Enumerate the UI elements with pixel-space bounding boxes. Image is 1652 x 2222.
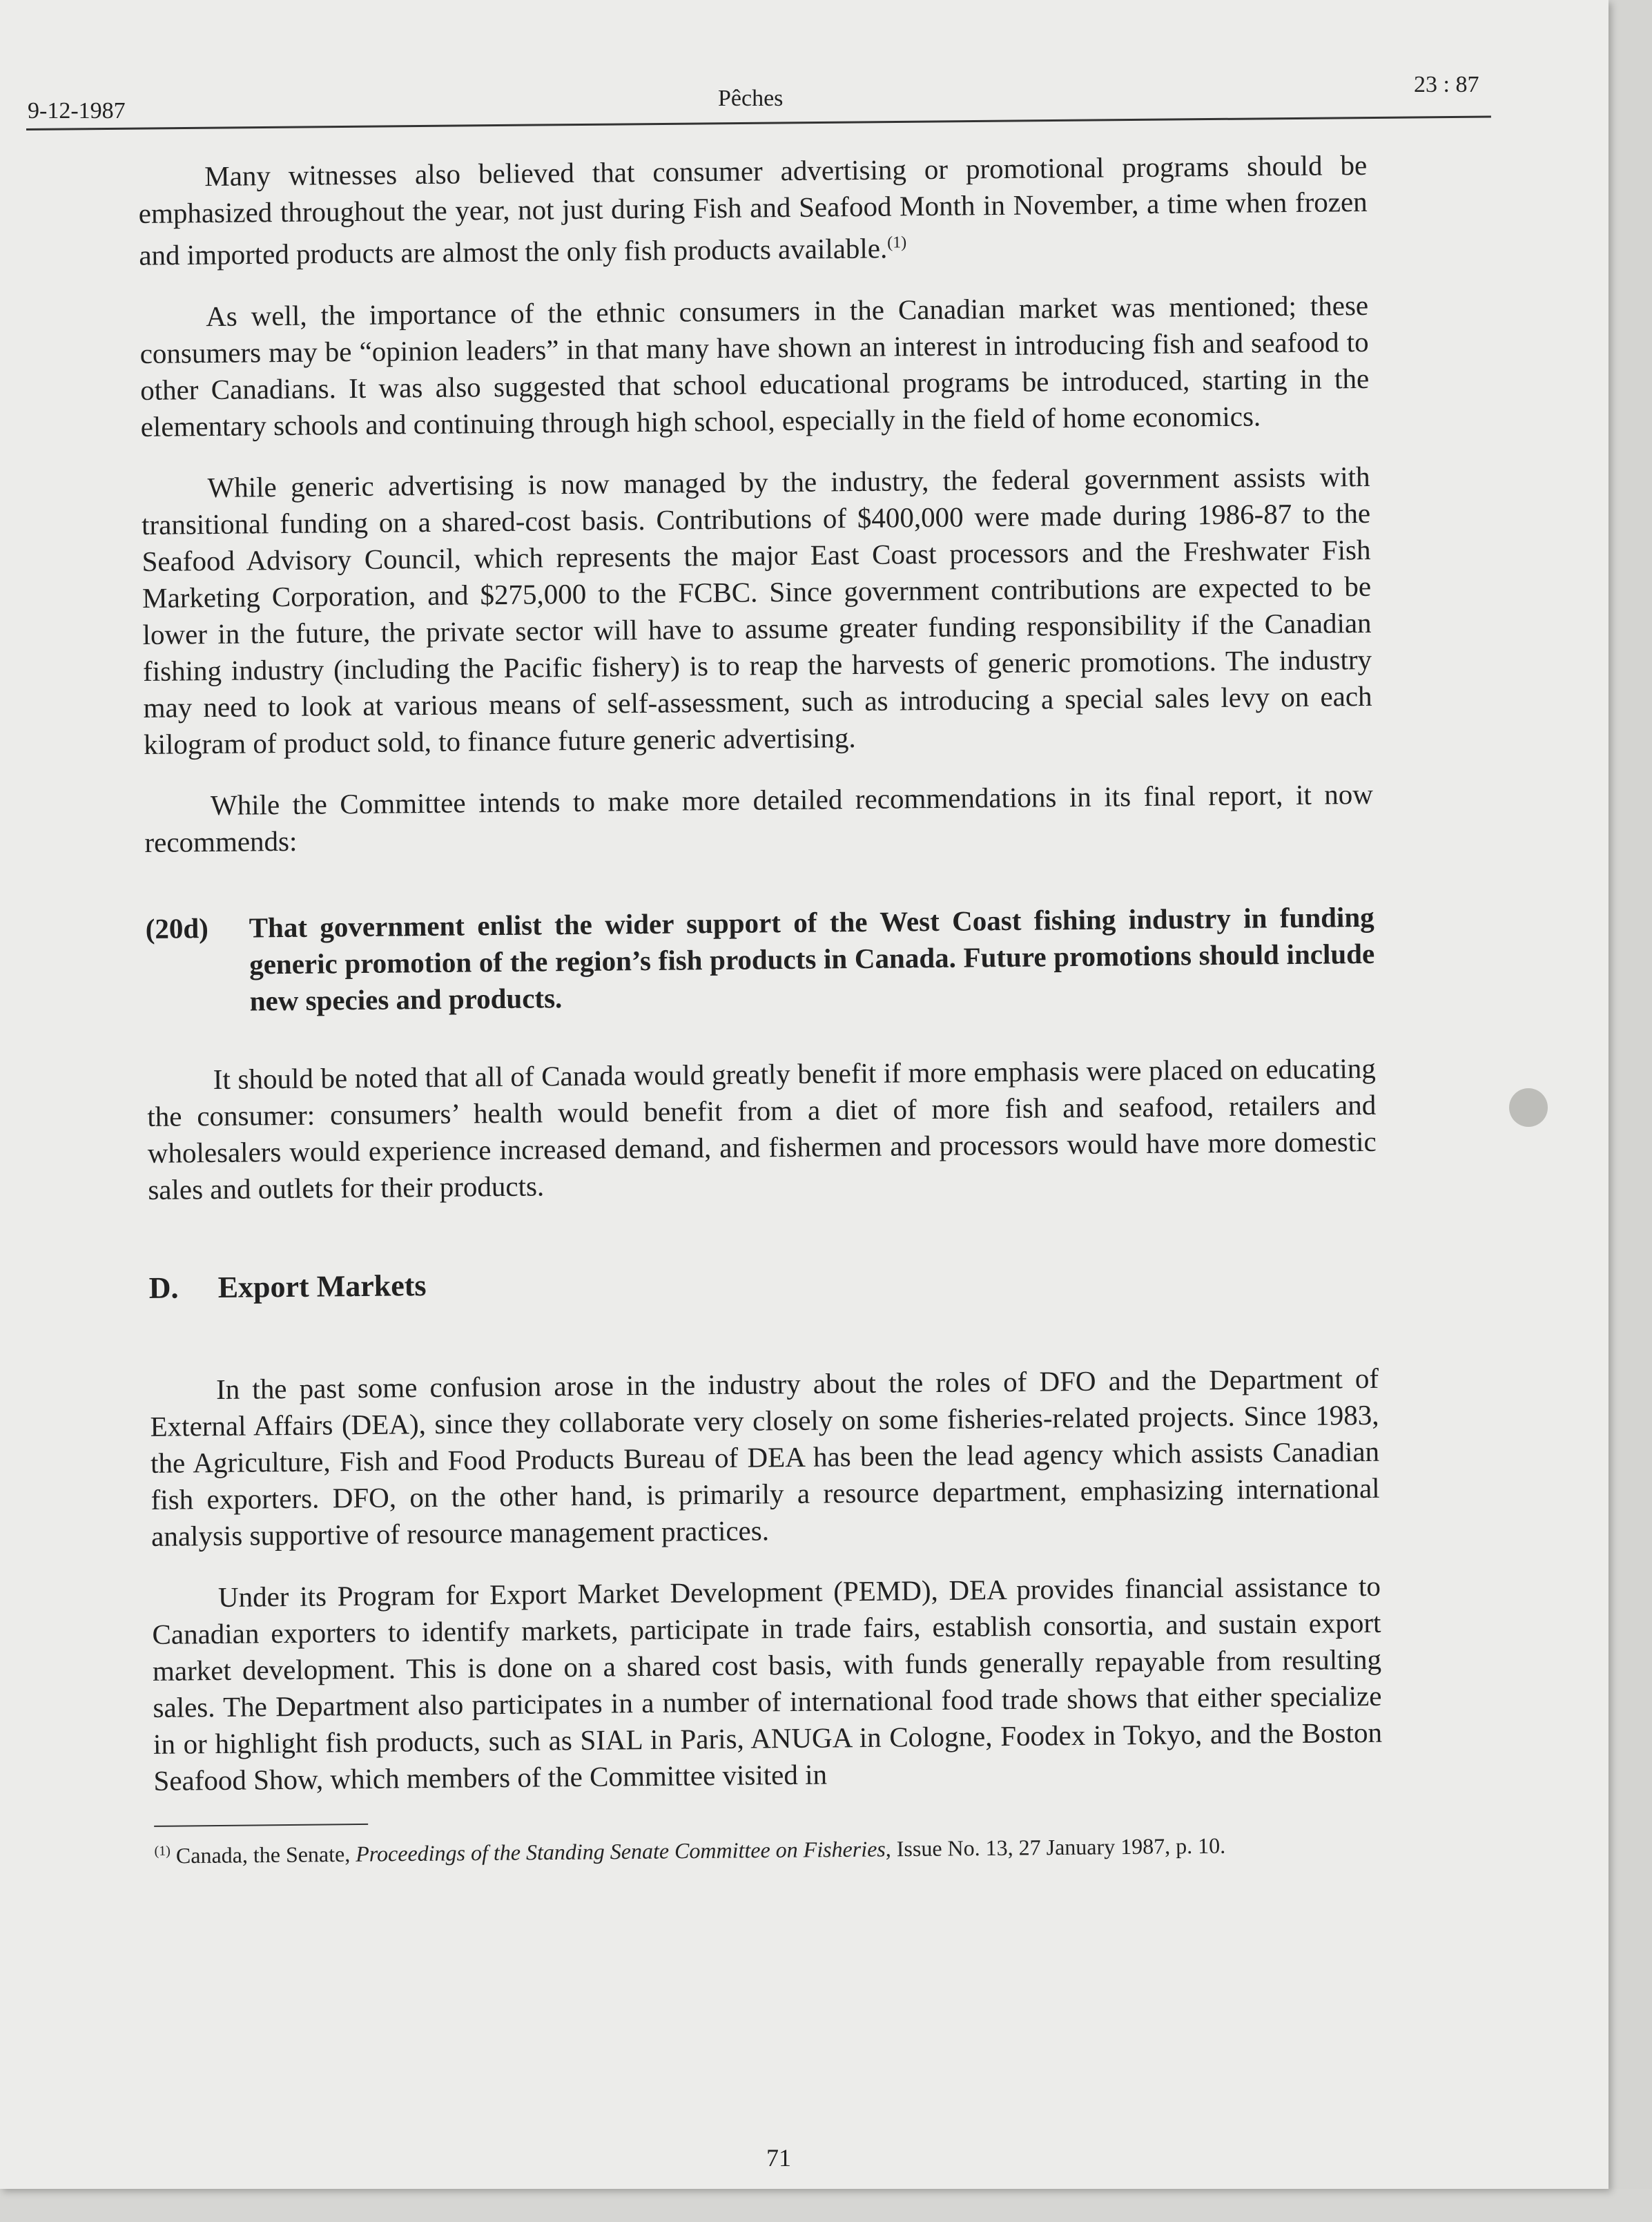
page-body <box>138 147 1383 1871</box>
paragraph-7: Under its Program for Export Market Development (PEMD), DEA provides financial assistance to Canadian exporters to identify markets, participate in trade fairs, establish consortia, and sustain export market development. This is done on a shared cost basis, with funds generally repayable from resulting sales. The Department also participates in a number of international food trade shows that either specialize in or highlight fish products, such as SIAL in Paris, ANUGA in Cologne, Foodex in Tokyo, and the Boston Seafood Show, which members of the Committee visited in <box>152 1569 1383 1797</box>
paragraph-6: In the past some confusion arose in the industry about the roles of DFO and the Department of External Affairs (DEA), since they collaborate very closely on some fisheries-related projects. Since 1983, the Agriculture, Fish and Food Products Bureau of DEA has been the lead agency which assists Canadian fish exporters. DFO, on the other hand, is primarily a resource department, emphasizing international analysis supportive of resource management practices. <box>150 1362 1380 1552</box>
paragraph-5: It should be noted that all of Canada would greatly benefit if more emphasis were placed on educating the consumer: consumers’ health would benefit from a diet of more fish and seafood, retailers and wholesalers would experience increased demand, and fishermen and processors would have more domestic sales and outlets for their products. <box>147 1052 1377 1206</box>
scan-speck <box>1509 1088 1548 1127</box>
footnote <box>154 1823 1383 1871</box>
section-heading <box>148 1258 1377 1305</box>
scan-background-bottom <box>0 2189 1652 2222</box>
section-title: Export Markets <box>217 1268 427 1304</box>
paragraph-1 <box>138 147 1368 274</box>
footnote-rule <box>154 1824 368 1827</box>
header-rule <box>26 115 1491 131</box>
recommendation-text: That government enlist the wider support of the West Coast fishing industry in funding generic promotion of the region’s fish products in Canada. Future promotions should include new species and products. <box>249 900 1375 1017</box>
footnote-reference: (1) <box>887 233 907 252</box>
paragraph-3: While generic advertising is now managed by the industry, the federal government assists with transitional funding on a shared-cost basis. Contributions of $400,000 were made during 1986-87 to the Seafood Advisory Council, which represents the major East Coast processors and the Freshwater Fish Marketing Corporation, and $275,000 to the FCBC. Since government contributions are expected to be lower in the future, the private sector will have to assume greater funding responsibility if the Canadian fishing industry (including the Pacific fishery) is to reap the harvests of generic promotions. The industry may need to look at various means of self-assessment, such as introducing a special sales levy on each kilogram of product sold, to finance future generic advertising. <box>141 460 1372 760</box>
header-date: 9-12-1987 <box>28 98 126 124</box>
header-page-reference: 23 : 87 <box>1414 72 1479 97</box>
section-letter: D. <box>148 1271 179 1305</box>
paragraph-1-text: Many witnesses also believed that consumer advertising or promotional programs should be emphasized throughout the year, not just during Fish and Seafood Month in November, a time when frozen and imported products are almost the only fish products available. <box>138 148 1368 271</box>
page-number: 71 <box>766 2144 791 2172</box>
footnote-title: Proceedings of the Standing Senate Committee on Fisheries <box>356 1836 886 1866</box>
footnote-mark: (1) <box>154 1843 171 1859</box>
recommendation-label: (20d) <box>145 911 209 945</box>
scan-background-right <box>1609 0 1652 2222</box>
header-title: Pêches <box>718 86 784 111</box>
recommendation-20d <box>145 899 1374 1021</box>
footnote-suffix: , Issue No. 13, 27 January 1987, p. 10. <box>885 1833 1226 1862</box>
paragraph-4: While the Committee intends to make more detailed recommendations in its final report, it now recommends: <box>144 777 1374 858</box>
paragraph-2: As well, the importance of the ethnic consumers in the Canadian market was mentioned; these consumers may be “opinion leaders” in that many have shown an interest in introducing fish and seafood to other Canadians. It was also suggested that school educational programs be introduced, starting in the elementary schools and continuing through high school, especially in the field of home economics. <box>139 289 1370 443</box>
footnote-prefix: Canada, the Senate, <box>175 1841 351 1868</box>
